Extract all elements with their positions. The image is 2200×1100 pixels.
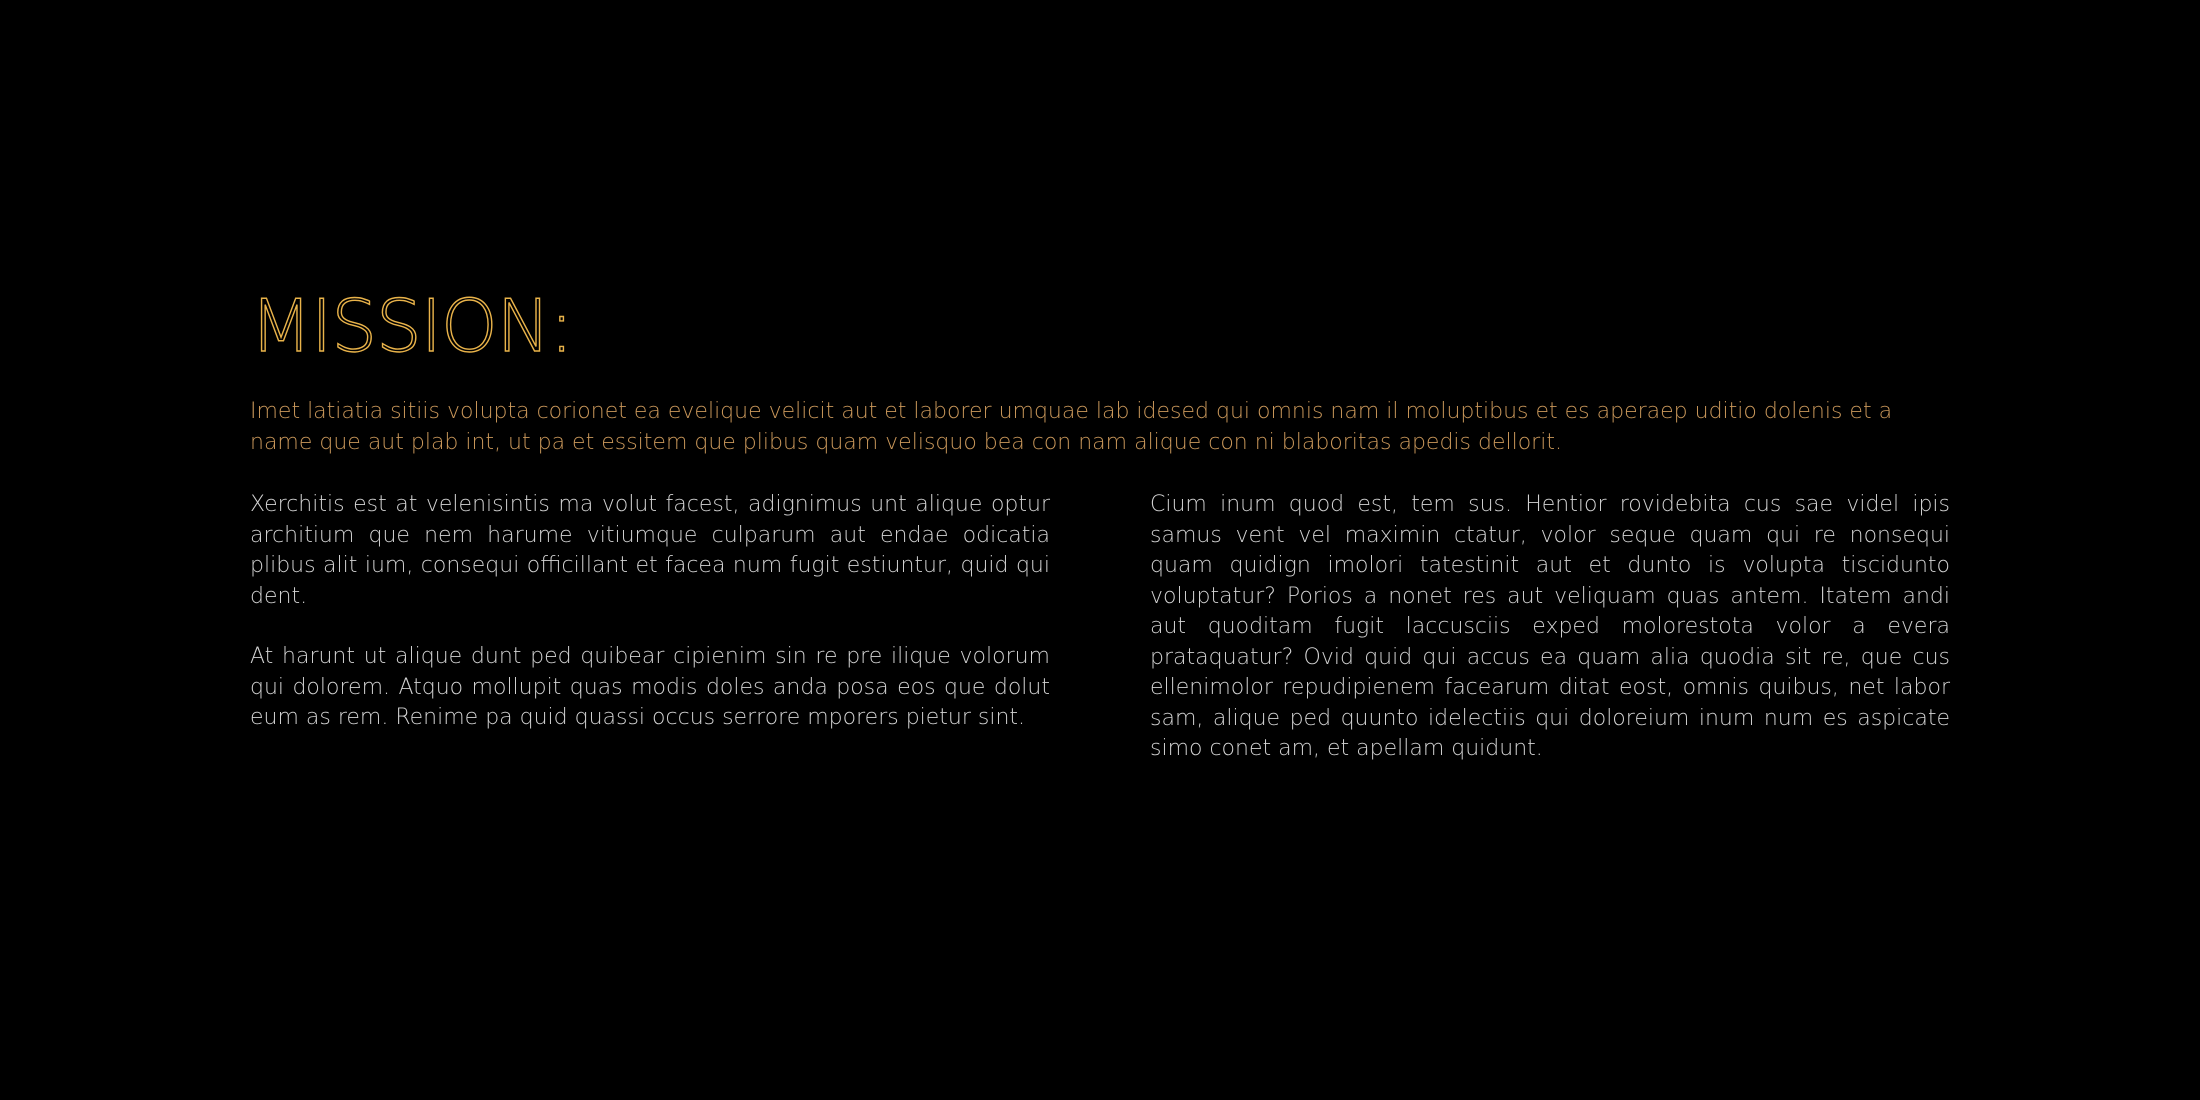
body-paragraph: Cium inum quod est, tem sus. Hentior rovidebita cus sae videl ipis samus vent vel maximin ctatur, volor seque quam qui re nonsequi quam quidign imolori tatestinit aut et dunto is volupta tiscidunto voluptatur? Porios a nonet res aut veliquam quas antem. Itatem andi aut quoditam fugit laccusciis exped molorestota volor a evera prataquatur? Ovid quid qui accus ea quam alia quodia sit re, que cus ellenimolor repudipienem facearum ditat eost, omnis quibus, net labor sam, alique ped quunto idelectiis qui doloreium inum num es aspicate simo conet am, et apellam quidunt. [1150, 492, 1950, 761]
right-column [1150, 490, 1950, 795]
page-title: MISSION: [250, 284, 573, 368]
left-column [250, 490, 1050, 795]
body-columns [250, 490, 1950, 795]
body-paragraph: At harunt ut alique dunt ped quibear cipienim sin re pre ilique volorum qui dolorem. Atquo mollupit quas modis doles anda posa eos que dolut eum as rem. Renime pa quid quassi occus serrore mporers pietur sint. [250, 644, 1050, 730]
mission-section [250, 284, 1950, 795]
body-paragraph: Xerchitis est at velenisintis ma volut facest, adignimus unt alique optur architium que nem harume vitiumque culparum aut endae odicatia plibus alit ium, consequi officillant et facea num fugit estiuntur, quid qui dent. [250, 492, 1050, 609]
lead-paragraph: Imet latiatia sitiis volupta corionet ea evelique velicit aut et laborer umquae lab idesed qui omnis nam il moluptibus et es aperaep uditio dolenis et a name que aut plab int, ut pa et essitem que plibus quam velisquo bea con nam alique con ni blaboritas apedis dellorit. [250, 399, 1893, 455]
